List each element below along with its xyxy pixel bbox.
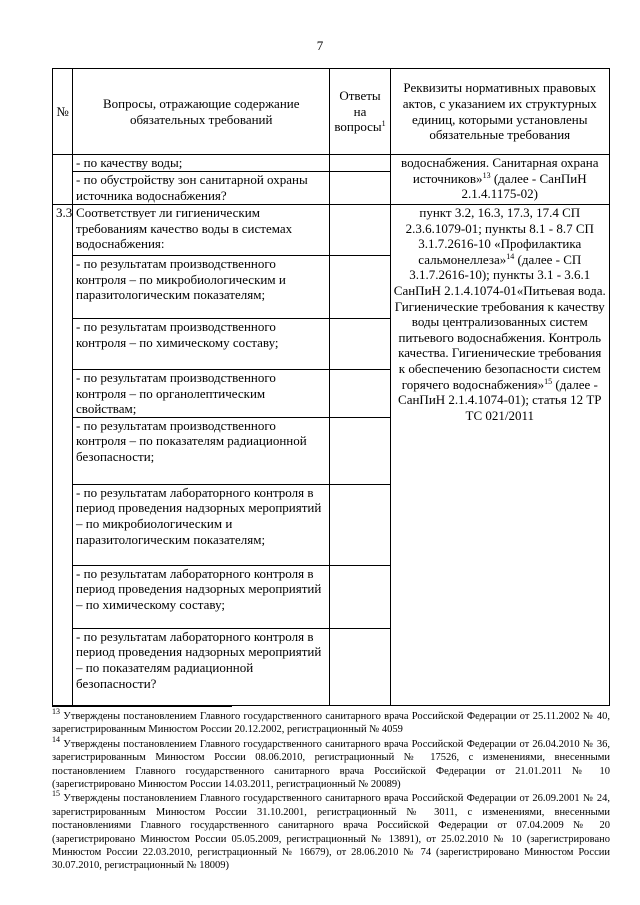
answer-cell[interactable]: [330, 417, 390, 484]
requisites-cell: пункт 3.2, 16.3, 17.3, 17.4 СП 2.3.6.1079-01; пункты 8.1 - 8.7 СП 3.1.7.2616-10 «Профилактика сальмонеллеза»$^{14}$ (далее - СП 3.1.7.2616-10); пункты 3.1 - 3.6.1 СанПиН 2.1.4.1074-01«Питьевая вода. Гигиенические требования к качеству воды централизованных систем питьевого водоснабжения. Контроль качества. Гигиенические требования к обеспечению безопасности систем горячего водоснабжения»$^{15}$ (далее - СанПиН 2.1.4.1074-01); статья 12 ТР ТС 021/2011: [390, 205, 609, 706]
table-row: [53, 155, 610, 172]
answer-cell[interactable]: [330, 484, 390, 565]
question-cell: - по результатам производственного контроля – по микробиологическим и паразитологическим показателям;: [73, 256, 330, 319]
question-cell: - по результатам производственного контроля – по химическому составу;: [73, 319, 330, 370]
header-requisites: Реквизиты нормативных правовых актов, с указанием их структурных единиц, которыми установлены обязательные требования: [390, 69, 609, 155]
question-cell: - по результатам лабораторного контроля в период проведения надзорных мероприятий – по химическому составу;: [73, 565, 330, 628]
question-cell: - по результатам производственного контроля – по органолептическим свойствам;: [73, 370, 330, 418]
requisites-cell: водоснабжения. Санитарная охрана источников»$^{13}$ (далее - СанПиН 2.1.4.1175-02): [390, 155, 609, 205]
question-cell: Соответствует ли гигиеническим требованиям качество воды в системах водоснабжения:: [73, 205, 330, 256]
header-questions: Вопросы, отражающие содержание обязательных требований: [73, 69, 330, 155]
footnote: $^{15}$ Утверждены постановлением Главного государственного санитарного врача Российской Федерации от 26.09.2001 № 24, зарегистрированным Минюстом России 31.10.2001, регистрационный № 3011, с изменениями, внесенными постановлениями Главного государственного санитарного врача Российской Федерации от 07.04.2009 № 20 (зарегистрировано Минюстом России 05.05.2009, регистрационный № 13891), от 25.02.2010 № 10 (зарегистрировано Минюстом России 22.03.2010, регистрационный № 16679), от 28.06.2010 № 74 (зарегистрировано Минюстом России 30.07.2010, регистрационный № 18009): [52, 789, 610, 872]
answer-cell[interactable]: [330, 155, 390, 172]
requirements-table: [52, 68, 610, 706]
answer-cell[interactable]: [330, 256, 390, 319]
page-number: 7: [316, 38, 324, 53]
answer-cell[interactable]: [330, 565, 390, 628]
footnote: $^{14}$ Утверждены постановлением Главного государственного санитарного врача Российской Федерации от 26.04.2010 № 36, зарегистрированным Минюстом России 08.06.2010, регистрационный № 17526, с изменениями, внесенными постановлением Главного государственного санитарного врача Российской Федерации от 21.01.2011 № 10 (зарегистрировано Минюстом России 14.03.2011, регистрационный № 20089): [52, 734, 610, 791]
table-row: [53, 205, 610, 256]
answer-cell[interactable]: [330, 370, 390, 418]
header-num: №: [53, 69, 73, 155]
section-number: 3.3: [53, 205, 73, 706]
question-cell: - по результатам лабораторного контроля в период проведения надзорных мероприятий – по показателям радиационной безопасности?: [73, 628, 330, 705]
footnote: $^{13}$ Утверждены постановлением Главного государственного санитарного врача Российской Федерации от 25.11.2002 № 40, зарегистрированным Минюстом России 20.12.2002, регистрационный № 4059: [52, 707, 610, 736]
answer-cell[interactable]: [330, 205, 390, 256]
footnote-separator: [52, 706, 232, 707]
question-cell: - по результатам производственного контроля – по показателям радиационной безопасности;: [73, 417, 330, 484]
num-cell: [53, 155, 73, 205]
header-answers: Ответы на вопросы$^1$: [330, 69, 390, 155]
answer-cell[interactable]: [330, 319, 390, 370]
answer-cell[interactable]: [330, 628, 390, 705]
answer-cell[interactable]: [330, 172, 390, 205]
table-header: [53, 69, 610, 155]
question-cell: - по результатам лабораторного контроля в период проведения надзорных мероприятий – по микробиологическим и паразитологическим показателям;: [73, 484, 330, 565]
question-cell: - по качеству воды;: [73, 155, 330, 172]
footnotes: [52, 707, 610, 874]
question-cell: - по обустройству зон санитарной охраны источника водоснабжения?: [73, 172, 330, 205]
